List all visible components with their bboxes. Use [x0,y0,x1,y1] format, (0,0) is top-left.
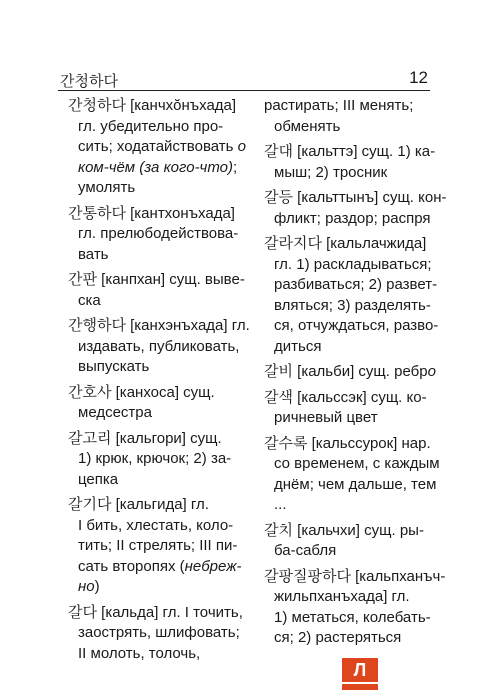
entry-headline: 간통하다 [кантхонъхада] [68,204,235,222]
entry-headline: 간판 [канпхан] сущ. выве- [68,271,245,288]
header-headword: 간청하다 [60,73,118,90]
dictionary-entry [264,188,447,229]
entry-line: выпускать [78,358,150,375]
entry-line: сить; ходатайствовать о [78,138,246,155]
entry-headline: 간행하다 [канхэнъхада] гл. [68,317,250,334]
entry-headline: 갈라지다 [кальлачжида] [264,235,427,252]
dictionary-entry [264,362,436,383]
dictionary-entry [68,383,240,424]
right-column [264,96,447,654]
entry-line: диться [274,337,322,355]
dictionary-entry [68,495,240,598]
dictionary-entry [264,96,436,137]
dictionary-entry [264,388,436,429]
dictionary-entry [68,270,245,311]
entry-line: ба-сабля [274,542,337,559]
entry-headline: 갈등 [кальттынъ] сущ. кон- [264,189,447,206]
entry-headline: 갈기다 [кальгида] гл. [68,496,209,513]
entry-line: издавать, публиковать, [78,337,240,355]
entry-headline: 간호사 [канхоса] сущ. [68,383,215,401]
entry-line: ком-чём (за кого-что); [78,158,238,176]
dictionary-entry [264,521,436,562]
entry-headline: 갈고리 [кальгори] сущ. [68,429,222,447]
entry-line: 1) метаться, колебать- [274,608,431,626]
dictionary-entry [68,429,240,491]
entry-line: разбиваться; 2) развет- [274,276,438,293]
entry-line: жильпханъхада] гл. [274,588,410,605]
dictionary-entry [68,316,250,378]
entry-line: фликт; раздор; распря [274,209,431,227]
entry-line: гл. 1) раскладываться; [274,255,432,273]
entry-line: тить; II стрелять; III пи- [78,537,238,554]
entry-line: гл. прелюбодействова- [78,225,239,242]
entry-line: II молоть, толочь, [78,644,201,662]
entry-line: вляться; 3) разделять- [274,296,431,314]
dictionary-entry [264,142,436,183]
entry-headline: 갈팡질팡하다 [кальпханъч- [264,567,446,585]
entry-line: ... [274,496,287,513]
entry-line: заострять, шлифовать; [78,624,240,641]
entry-line: ся; 2) растеряться [274,629,402,646]
entry-line: 1) крюк, крючок; 2) за- [78,450,232,467]
entry-line: цепка [78,470,119,488]
entry-line: ричневый цвет [274,409,378,426]
entry-line: ска [78,291,101,309]
entry-line: гл. убедительно про- [78,117,224,135]
entry-line: сать второпях (небреж- [78,557,242,575]
entry-headline: 갈비 [кальби] сущ. ребро [264,363,436,380]
entry-line: со временем, с каждым [274,455,440,472]
dictionary-entry [264,567,446,649]
entry-headline: 갈대 [кальттэ] сущ. 1) ка- [264,143,436,160]
dictionary-entry [68,603,243,665]
entry-headline: 갈색 [кальссэк] сущ. ко- [264,388,427,406]
entry-line: днём; чем дальше, тем [274,475,437,493]
publisher-logo: Л [342,658,378,682]
entry-headline: 갈다 [кальда] гл. I точить, [68,603,243,621]
running-header [58,68,430,91]
entry-line: I бить, хлестать, коло- [78,516,234,534]
entry-headline: растирать; III менять; [264,97,414,114]
entry-headline: 간청하다 [канчхŏнъхада] [68,97,237,114]
left-column [68,96,250,669]
entry-headline: 갈치 [кальчхи] сущ. ры- [264,521,424,539]
page-number: 12 [409,68,428,87]
entry-line: мыш; 2) тросник [274,163,388,181]
entry-headline: 갈수록 [кальссурок] нар. [264,434,431,452]
entry-line: вать [78,245,109,263]
entry-line: ся, отчуждаться, разво- [274,317,439,334]
dictionary-entry [264,234,439,357]
entry-line: но) [78,578,100,595]
entry-line: обменять [274,117,341,135]
dictionary-entry [264,434,440,516]
entry-line: умолять [78,179,136,196]
dictionary-entry [68,204,240,266]
publisher-logo-bar [342,684,378,690]
entry-line: медсестра [78,404,152,421]
dictionary-entry [68,96,246,199]
